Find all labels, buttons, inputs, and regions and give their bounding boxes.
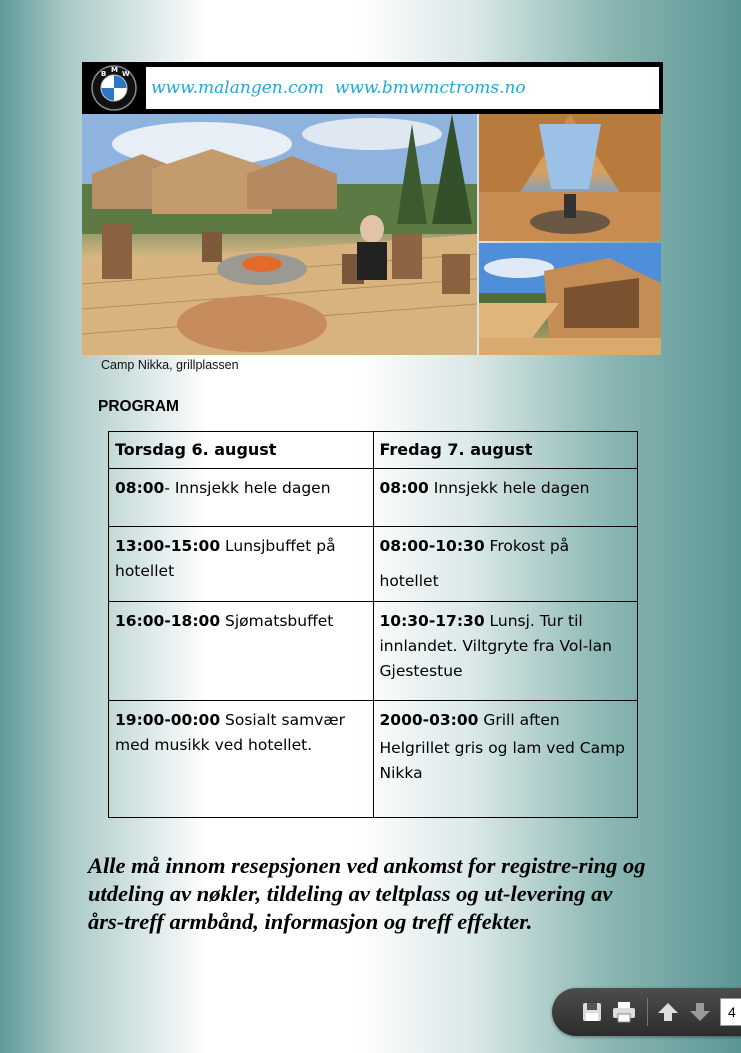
time: 08:00 xyxy=(115,479,165,497)
arrow-down-icon[interactable] xyxy=(686,998,714,1026)
day1-cell xyxy=(109,469,374,527)
activity-extra: Helgrillet gris og lam ved Camp Nikka xyxy=(379,739,626,782)
time: 16:00-18:00 xyxy=(115,612,221,630)
header-url-box xyxy=(146,67,659,109)
table-row xyxy=(109,469,638,527)
arrival-notice: Alle må innom resepsjonen ved ankomst for registre-ring og utdeling av nøkler, tildeling av teltplass og ut-levering av års-treff armbånd, informasjon og treff effekter. xyxy=(88,853,646,934)
day2-header: Fredag 7. august xyxy=(373,432,638,469)
program-table xyxy=(108,431,638,818)
time: 10:30-17:30 xyxy=(379,612,485,630)
header-urls: www.malangen.com www.bmwmctroms.no xyxy=(151,78,526,98)
day2-cell xyxy=(373,602,638,701)
day1-header: Torsdag 6. august xyxy=(109,432,374,469)
table-row xyxy=(109,602,638,701)
table-row xyxy=(109,527,638,602)
activity: - Innsjekk hele dagen xyxy=(164,479,331,497)
activity: Lunsj. Tur til innlandet. Viltgryte fra Vol-lan Gjestestue xyxy=(379,612,612,680)
day2-cell xyxy=(373,701,638,818)
time: 08:00 xyxy=(379,479,429,497)
svg-text:M: M xyxy=(111,66,118,74)
camp-photo-main xyxy=(82,114,477,355)
svg-text:B: B xyxy=(101,70,107,78)
camp-photo-shelter-outside xyxy=(479,243,661,355)
time: 2000-03:00 xyxy=(379,711,479,729)
activity: Frokost på xyxy=(484,537,570,555)
table-header-row xyxy=(109,432,638,469)
page-number-input[interactable]: 4 xyxy=(720,998,741,1026)
viewer-toolbar xyxy=(552,988,741,1036)
time: 13:00-15:00 xyxy=(115,537,221,555)
activity: Sjømatsbuffet xyxy=(220,612,334,630)
print-icon[interactable] xyxy=(610,998,638,1026)
day2-cell xyxy=(373,527,638,602)
bmw-logo xyxy=(84,65,144,111)
toolbar-separator xyxy=(647,998,648,1026)
activity: Innsjekk hele dagen xyxy=(428,479,590,497)
table-row xyxy=(109,701,638,818)
activity: Grill aften xyxy=(478,711,560,729)
activity: Lunsjbuffet på hotellet xyxy=(115,537,336,580)
day1-cell xyxy=(109,602,374,701)
camp-photo-shelter-inside xyxy=(479,114,661,241)
day2-cell xyxy=(373,469,638,527)
arrow-up-icon[interactable] xyxy=(654,998,682,1026)
day1-cell xyxy=(109,701,374,818)
day1-cell xyxy=(109,527,374,602)
activity-extra: hotellet xyxy=(379,572,439,590)
activity: Sosialt samvær med musikk ved hotellet. xyxy=(115,711,345,754)
photo-caption: Camp Nikka, grillplassen xyxy=(101,358,239,372)
program-title: PROGRAM xyxy=(98,398,179,415)
time: 08:00-10:30 xyxy=(379,537,485,555)
time: 19:00-00:00 xyxy=(115,711,221,729)
save-icon[interactable] xyxy=(578,998,606,1026)
header-bar xyxy=(82,62,663,114)
svg-text:W: W xyxy=(122,70,130,78)
